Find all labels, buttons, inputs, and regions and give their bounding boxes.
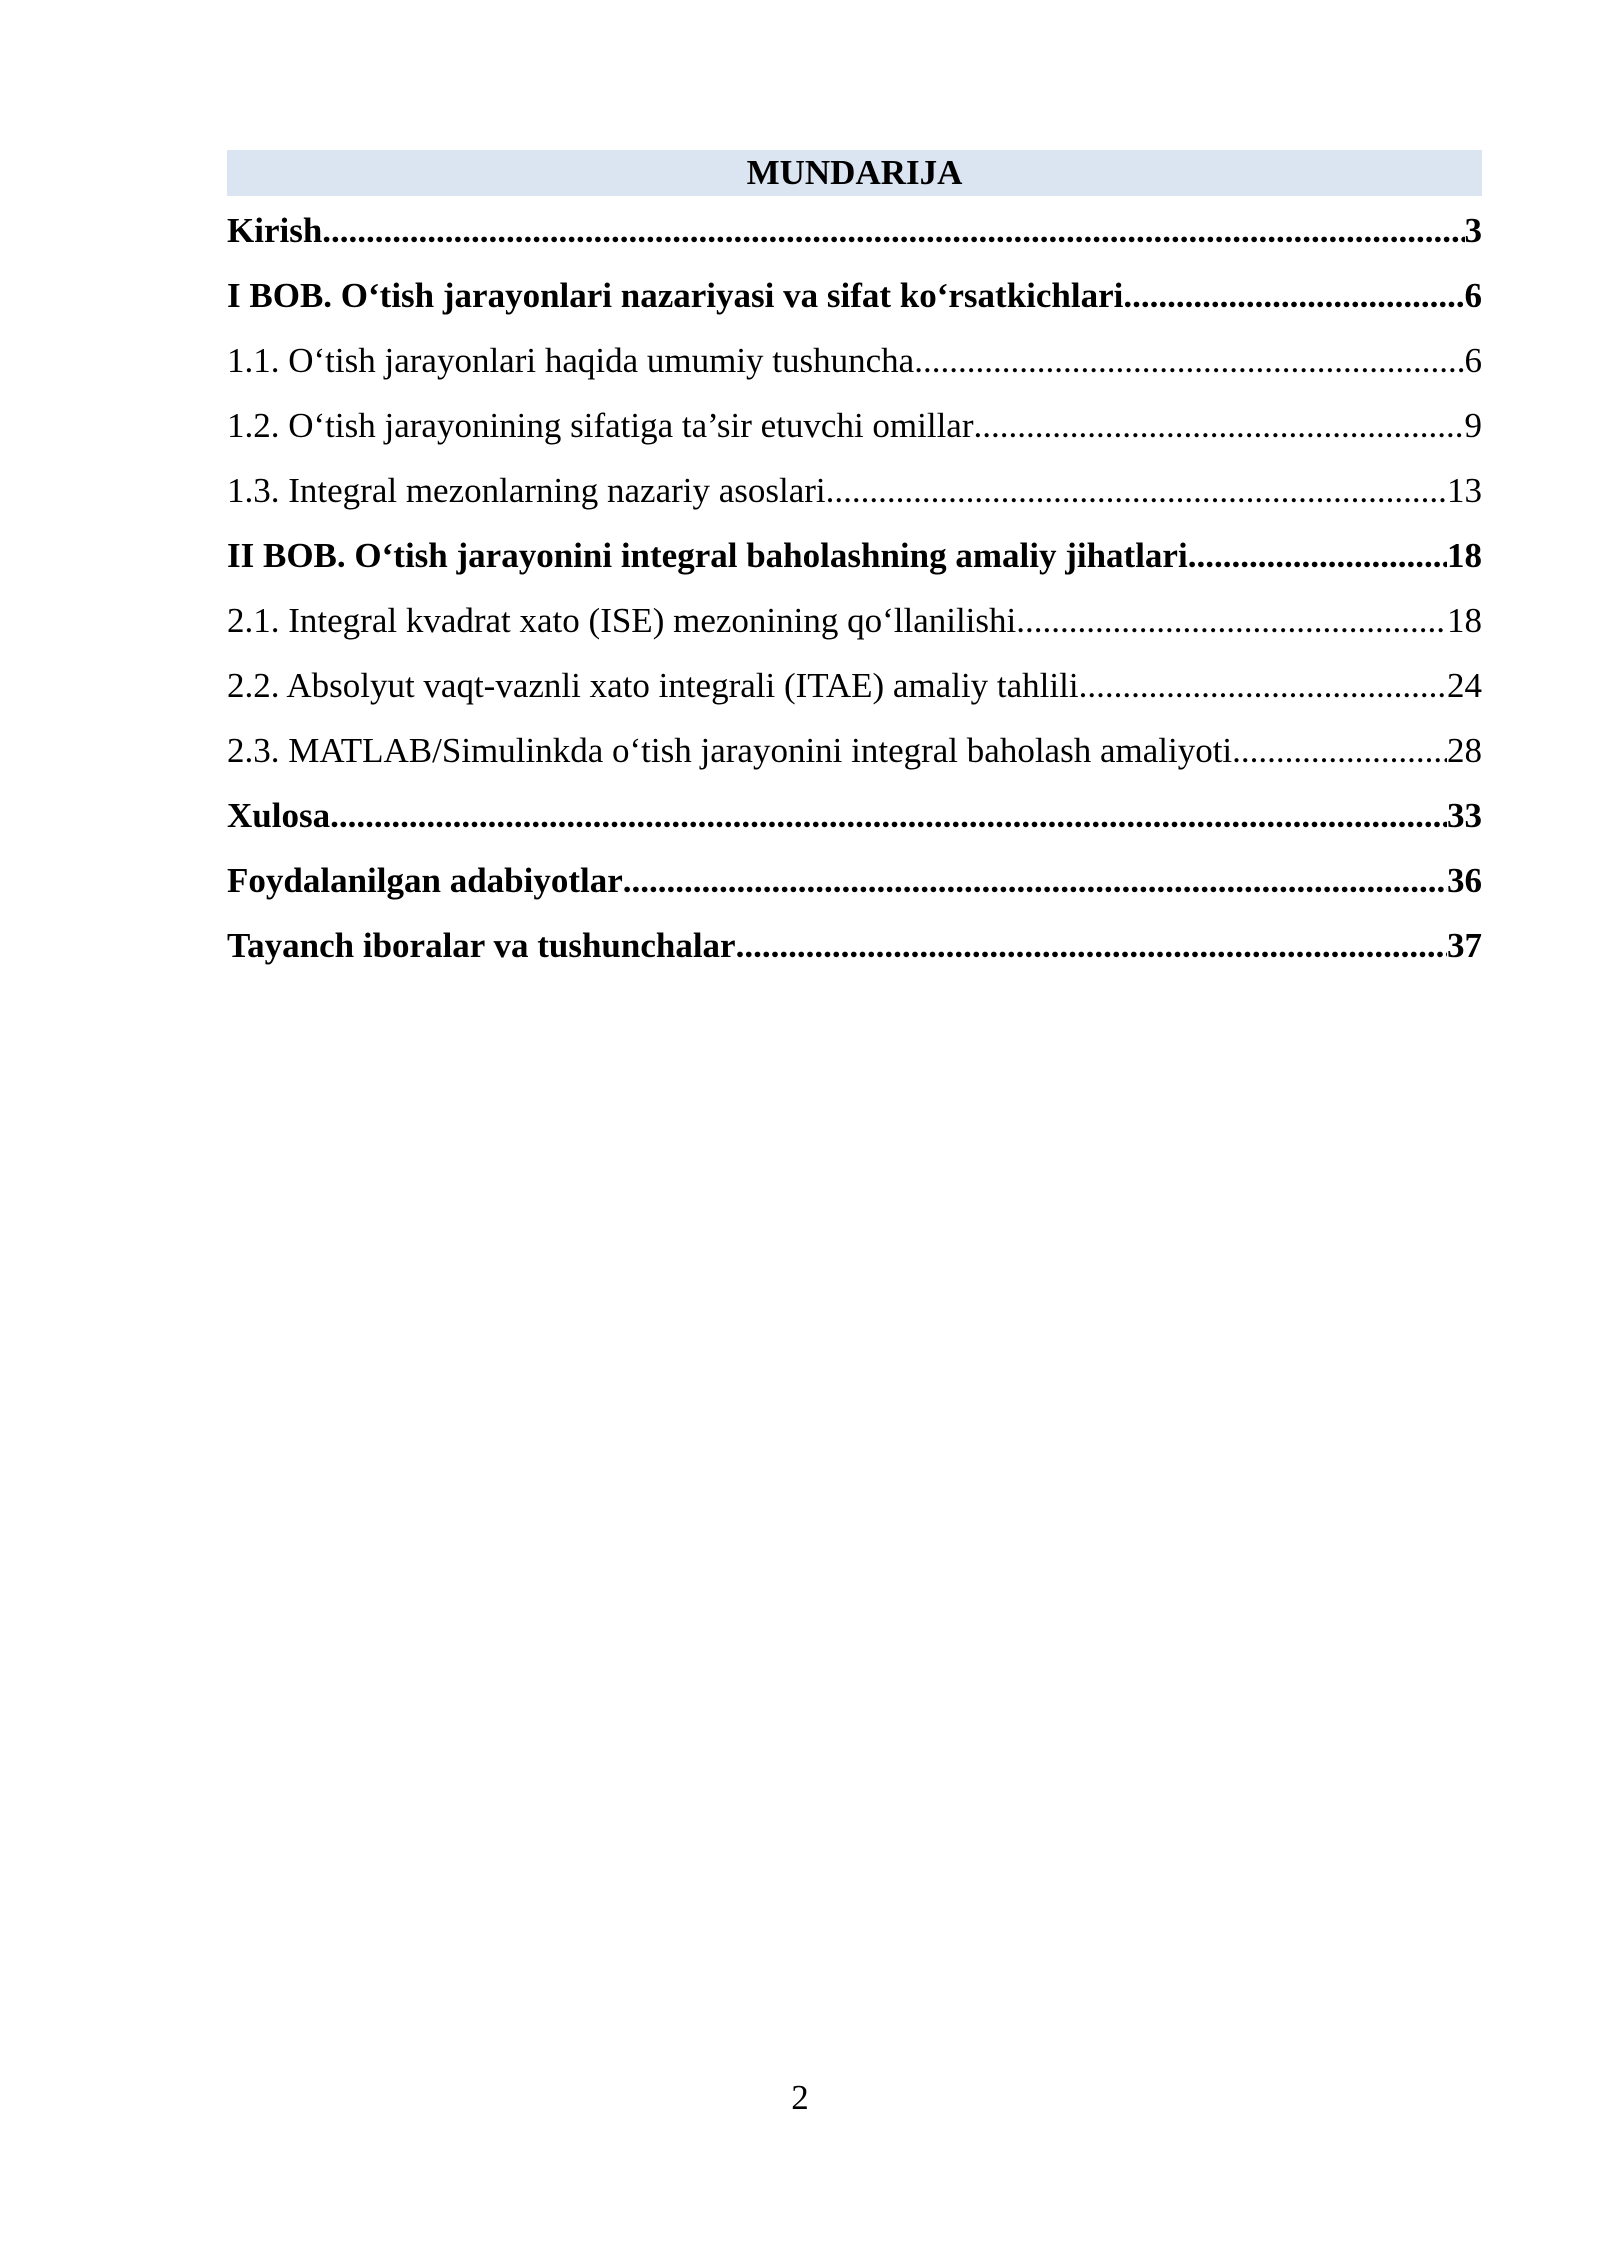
toc-entry[interactable] bbox=[227, 848, 1482, 913]
dot-leader bbox=[1079, 653, 1447, 718]
toc-entry[interactable] bbox=[227, 653, 1482, 718]
dot-leader bbox=[826, 458, 1447, 523]
toc-entry-page: 36 bbox=[1447, 861, 1482, 900]
dot-leader bbox=[1016, 588, 1447, 653]
dot-leader bbox=[914, 328, 1464, 393]
toc-entry-label: 1.2. O‘tish jarayonining sifatiga ta’sir etuvchi omillar bbox=[227, 406, 974, 445]
toc-entry[interactable] bbox=[227, 263, 1482, 328]
toc-entry-page: 6 bbox=[1464, 276, 1482, 315]
toc-entry-label: 2.3. MATLAB/Simulinkda o‘tish jarayonini integral baholash amaliyoti bbox=[227, 731, 1233, 770]
toc-entry-page: 13 bbox=[1447, 471, 1482, 510]
toc-entry-page: 37 bbox=[1447, 926, 1482, 965]
table-of-contents bbox=[227, 150, 1482, 978]
toc-entry-page: 24 bbox=[1447, 666, 1482, 705]
toc-entry[interactable] bbox=[227, 588, 1482, 653]
dot-leader bbox=[736, 913, 1447, 978]
toc-entry-page: 9 bbox=[1464, 406, 1482, 445]
dot-leader bbox=[974, 393, 1465, 458]
dot-leader bbox=[1232, 718, 1447, 783]
toc-entry-page: 18 bbox=[1447, 536, 1482, 575]
toc-entry[interactable] bbox=[227, 328, 1482, 393]
dot-leader bbox=[1123, 263, 1464, 328]
toc-entry-label: II BOB. O‘tish jarayonini integral baholashning amaliy jihatlari bbox=[227, 536, 1188, 575]
dot-leader bbox=[623, 848, 1447, 913]
toc-entry-label: 1.3. Integral mezonlarning nazariy asoslari bbox=[227, 471, 826, 510]
toc-entry-page: 3 bbox=[1464, 211, 1482, 250]
toc-entry-label: Kirish bbox=[227, 211, 323, 250]
toc-entry-label: Foydalanilgan adabiyotlar bbox=[227, 861, 623, 900]
toc-entry[interactable] bbox=[227, 783, 1482, 848]
toc-entry[interactable] bbox=[227, 523, 1482, 588]
toc-entry[interactable] bbox=[227, 913, 1482, 978]
toc-entry-page: 28 bbox=[1447, 731, 1482, 770]
toc-entry-label: 2.1. Integral kvadrat xato (ISE) mezonining qo‘llanilishi bbox=[227, 601, 1017, 640]
toc-entry[interactable] bbox=[227, 718, 1482, 783]
toc-entry[interactable] bbox=[227, 393, 1482, 458]
toc-entry[interactable] bbox=[227, 458, 1482, 523]
toc-entry[interactable] bbox=[227, 198, 1482, 263]
toc-entry-label: 2.2. Absolyut vaqt-vaznli xato integrali (ITAE) amaliy tahlili bbox=[227, 666, 1079, 705]
toc-title: MUNDARIJA bbox=[227, 150, 1482, 196]
toc-entry-label: I BOB. O‘tish jarayonlari nazariyasi va sifat ko‘rsatkichlari bbox=[227, 276, 1124, 315]
dot-leader bbox=[1188, 523, 1447, 588]
dot-leader bbox=[322, 198, 1464, 263]
toc-entry-label: 1.1. O‘tish jarayonlari haqida umumiy tushuncha bbox=[227, 341, 915, 380]
toc-entry-page: 6 bbox=[1464, 341, 1482, 380]
toc-entry-label: Tayanch iboralar va tushunchalar bbox=[227, 926, 736, 965]
page-number: 2 bbox=[791, 2078, 809, 2117]
dot-leader bbox=[330, 783, 1447, 848]
toc-entry-page: 18 bbox=[1447, 601, 1482, 640]
toc-entry-label: Xulosa bbox=[227, 796, 331, 835]
toc-entry-page: 33 bbox=[1447, 796, 1482, 835]
